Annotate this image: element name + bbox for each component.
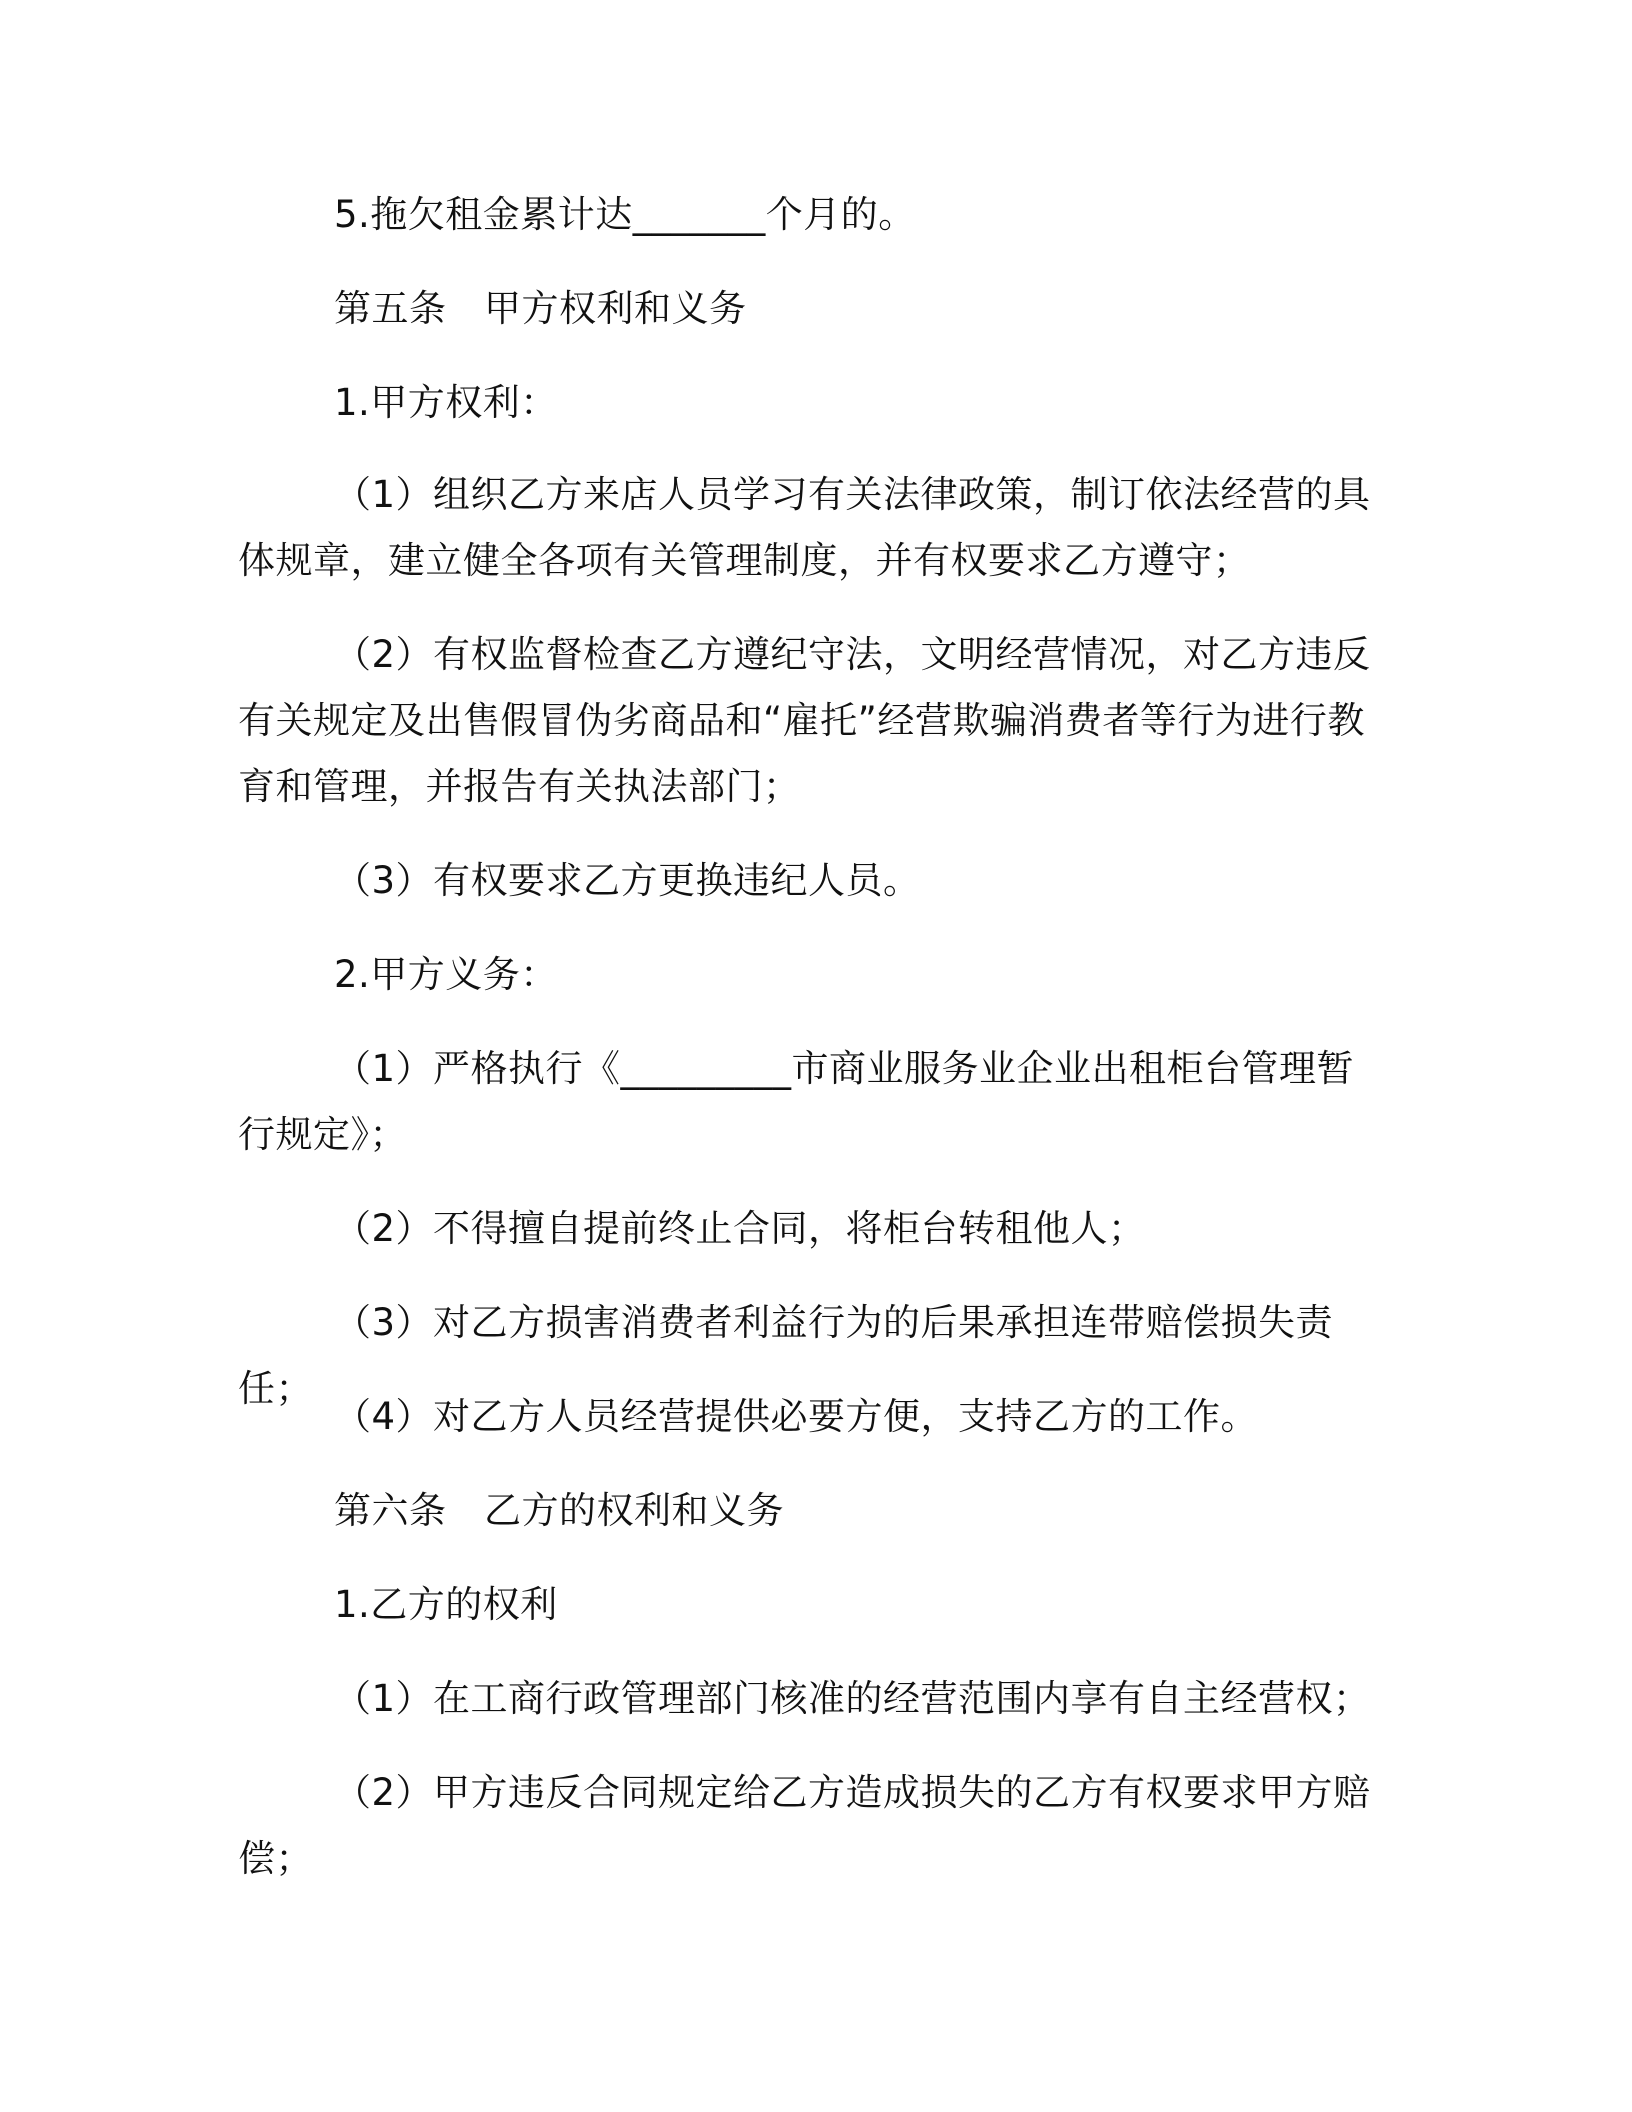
party-b-right-1: （1）在工商行政管理部门核准的经营范围内享有自主经营权；: [334, 1677, 1371, 1720]
article-5-heading: 第五条 甲方权利和义务: [334, 287, 747, 330]
party-a-duty-4: （4）对乙方人员经营提供必要方便，支持乙方的工作。: [334, 1395, 1259, 1438]
article-6-heading: 第六条 乙方的权利和义务: [334, 1489, 784, 1532]
party-a-duty-1: （1）严格执行《_________市商业服务业企业出租柜台管理暂行规定》；: [238, 1047, 1355, 1156]
party-b-rights-heading: 1.乙方的权利: [334, 1583, 558, 1626]
party-a-right-3: （3）有权要求乙方更换违纪人员。: [334, 859, 921, 902]
party-b-right-2: （2）甲方违反合同规定给乙方造成损失的乙方有权要求甲方赔偿；: [238, 1771, 1371, 1880]
party-a-rights-heading: 1.甲方权利：: [334, 381, 558, 424]
party-a-right-2: （2）有权监督检查乙方遵纪守法，文明经营情况，对乙方违反有关规定及出售假冒伪劣商品和“雇托”经营欺骗消费者等行为进行教育和管理，并报告有关执法部门；: [238, 633, 1371, 808]
party-a-duty-2: （2）不得擅自提前终止合同，将柜台转租他人；: [334, 1207, 1146, 1250]
party-a-duties-heading: 2.甲方义务：: [334, 953, 558, 996]
paragraph-clause-5-item: 5.拖欠租金累计达_______个月的。: [334, 193, 916, 236]
party-a-right-1: （1）组织乙方来店人员学习有关法律政策，制订依法经营的具体规章，建立健全各项有关管理制度，并有权要求乙方遵守；: [238, 473, 1371, 582]
party-a-duty-3: （3）对乙方损害消费者利益行为的后果承担连带赔偿损失责任；: [238, 1301, 1334, 1410]
